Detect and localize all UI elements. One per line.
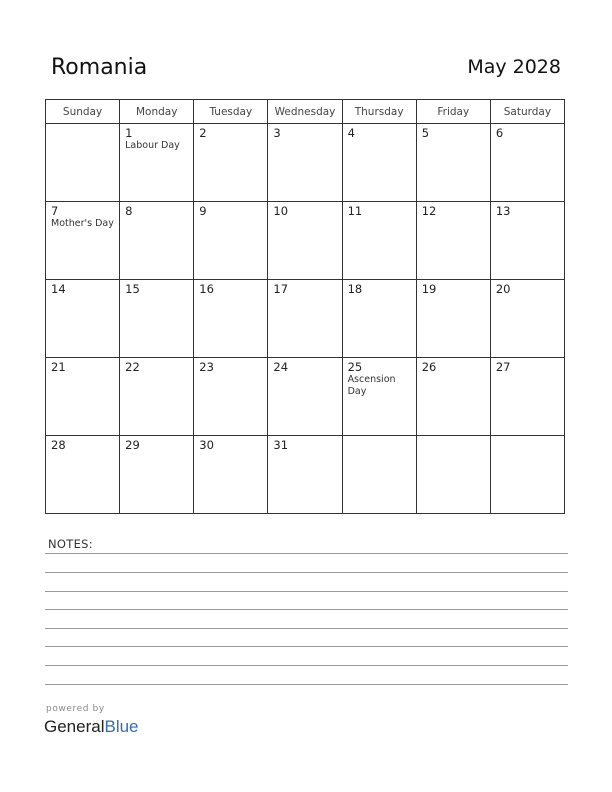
day-cell xyxy=(490,280,564,358)
holiday-label: Ascension Day xyxy=(347,374,396,397)
powered-by-text: powered by xyxy=(46,704,105,714)
weekday-header: Tuesday xyxy=(194,100,268,124)
day-number: 26 xyxy=(421,360,437,374)
month-year-title: May 2028 xyxy=(467,56,561,78)
holiday-label: Mother's Day xyxy=(51,218,114,229)
empty-day-cell xyxy=(490,436,564,514)
day-number: 30 xyxy=(199,438,214,452)
week-row xyxy=(46,280,565,358)
day-number: 13 xyxy=(495,204,511,218)
week-row xyxy=(46,202,565,280)
day-cell xyxy=(194,436,268,514)
logo-text-blue: Blue xyxy=(104,717,139,736)
week-row xyxy=(46,436,565,514)
day-cell xyxy=(490,202,564,280)
weekday-header: Monday xyxy=(120,100,194,124)
day-number: 22 xyxy=(125,360,140,374)
empty-day-cell xyxy=(342,436,416,514)
day-number: 7 xyxy=(51,204,59,218)
day-cell xyxy=(268,202,342,280)
day-number: 8 xyxy=(125,204,133,218)
day-cell xyxy=(46,280,120,358)
weekday-header: Wednesday xyxy=(268,100,342,124)
note-line xyxy=(45,572,568,573)
day-number: 11 xyxy=(347,204,363,218)
day-number: 21 xyxy=(51,360,66,374)
note-line xyxy=(45,609,568,610)
calendar-grid xyxy=(45,99,565,514)
country-title: Romania xyxy=(51,55,148,80)
generalblue-logo xyxy=(44,717,139,737)
day-cell xyxy=(268,436,342,514)
calendar-body xyxy=(46,124,565,514)
weekday-header: Thursday xyxy=(342,100,416,124)
day-number: 12 xyxy=(421,204,437,218)
notes-label: NOTES: xyxy=(48,537,93,551)
day-number: 19 xyxy=(421,282,437,296)
note-line xyxy=(45,665,568,666)
day-number: 18 xyxy=(347,282,363,296)
day-cell xyxy=(490,358,564,436)
weekday-header: Friday xyxy=(416,100,490,124)
day-number: 31 xyxy=(273,438,289,452)
day-cell xyxy=(194,202,268,280)
day-number: 27 xyxy=(495,360,511,374)
day-cell xyxy=(194,358,268,436)
note-line xyxy=(45,684,568,685)
day-cell xyxy=(46,436,120,514)
day-cell xyxy=(268,358,342,436)
day-cell xyxy=(268,280,342,358)
logo-text-general: General xyxy=(44,717,105,736)
day-cell xyxy=(120,202,194,280)
day-cell xyxy=(342,202,416,280)
day-cell xyxy=(120,124,194,202)
day-cell xyxy=(416,358,490,436)
weekday-header: Sunday xyxy=(46,100,120,124)
day-number: 4 xyxy=(347,126,355,140)
day-cell xyxy=(342,358,416,436)
day-cell xyxy=(416,202,490,280)
day-cell xyxy=(416,280,490,358)
day-cell xyxy=(416,124,490,202)
day-number: 25 xyxy=(347,360,363,374)
day-cell xyxy=(194,280,268,358)
day-cell xyxy=(120,280,194,358)
holiday-label: Labour Day xyxy=(125,140,180,151)
empty-day-cell xyxy=(46,124,120,202)
day-number: 17 xyxy=(273,282,289,296)
day-cell xyxy=(46,358,120,436)
day-number: 3 xyxy=(273,126,281,140)
weekday-header: Saturday xyxy=(490,100,564,124)
day-number: 1 xyxy=(125,126,133,140)
day-number: 15 xyxy=(125,282,140,296)
week-row xyxy=(46,358,565,436)
note-line xyxy=(45,646,568,647)
day-number: 20 xyxy=(495,282,511,296)
day-number: 10 xyxy=(273,204,289,218)
day-number: 2 xyxy=(199,126,207,140)
day-number: 29 xyxy=(125,438,140,452)
day-number: 23 xyxy=(199,360,214,374)
day-cell xyxy=(46,202,120,280)
day-number: 9 xyxy=(199,204,207,218)
day-cell xyxy=(120,436,194,514)
note-line xyxy=(45,628,568,629)
note-line xyxy=(45,591,568,592)
day-cell xyxy=(194,124,268,202)
day-cell xyxy=(268,124,342,202)
day-number: 6 xyxy=(495,126,504,140)
day-cell xyxy=(342,124,416,202)
day-cell xyxy=(120,358,194,436)
day-number: 16 xyxy=(199,282,214,296)
empty-day-cell xyxy=(416,436,490,514)
day-number: 24 xyxy=(273,360,289,374)
week-row xyxy=(46,124,565,202)
day-cell xyxy=(342,280,416,358)
weekday-header-row xyxy=(46,100,565,124)
day-number: 28 xyxy=(51,438,66,452)
note-line xyxy=(45,553,568,554)
day-number: 14 xyxy=(51,282,66,296)
day-number: 5 xyxy=(421,126,430,140)
day-cell xyxy=(490,124,564,202)
